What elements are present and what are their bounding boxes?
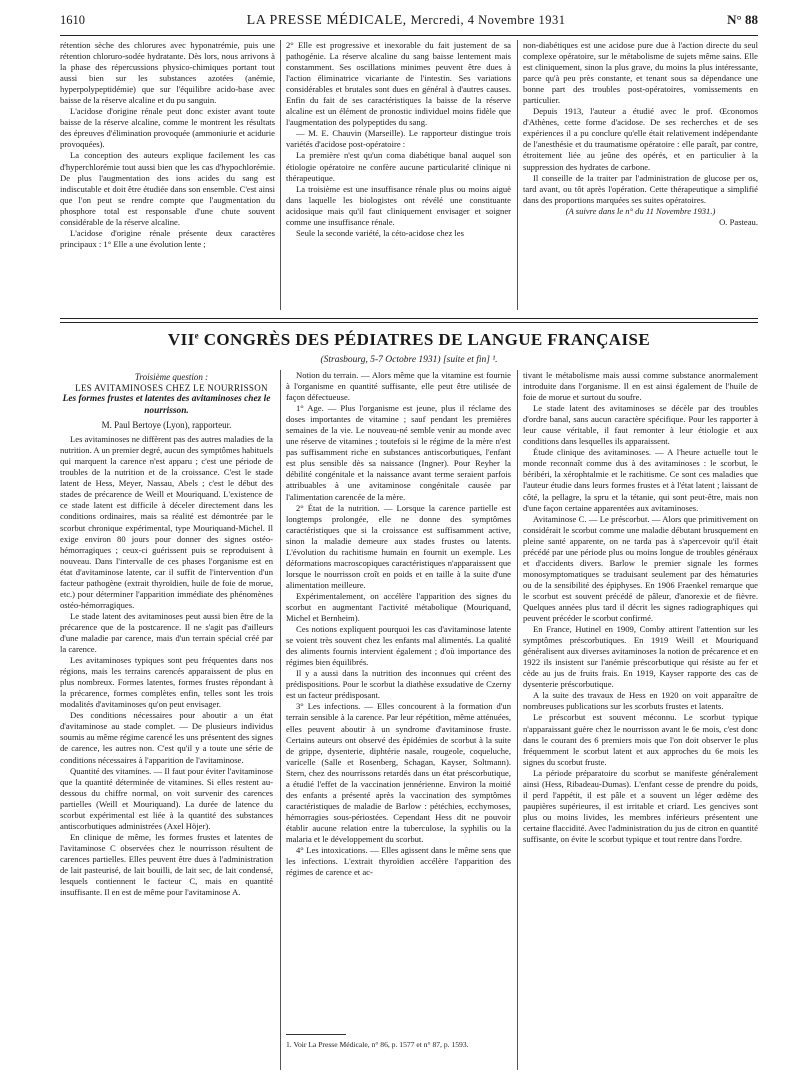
paragraph: Expérimentalement, on accélère l'apparition des signes du scorbut en augmentant l'activité métabolique (Mouriquand, Michel et Bernheim). [286, 590, 511, 624]
article-subtitle: Les formes frustes et latentes des avitaminoses chez le nourrisson. [62, 394, 271, 416]
issue-date: Mercredi, 4 Novembre 1931 [410, 13, 566, 27]
paragraph: Quantité des vitamines. — Il faut pour éviter l'avitaminose que la quantité déterminée de vitamines. Si elles restent au-dessous du chiffre normal, on voit survenir des carences partielles (Weill et Mouriquand). La durée de latence du scorbut expérimental est liée à la quantité des substances antiscorbutiques administrées (Axel Höjer). [60, 765, 273, 831]
paragraph: Depuis 1913, l'auteur a étudié avec le prof. Œconomos d'Athènes, cette forme d'acidose. De ses recherches et de ses expériences il a pu conclure qu'elle était relativement indépendante de l'anesthésie et du traumatisme opératoire : elle paraît, par contre, étroitement liée au jeûne des opérés, et en particulier à la suppression des hydrates de carbone. [523, 106, 758, 172]
continuation-note: (A suivre dans le n° du 11 Novembre 1931.) [565, 205, 716, 216]
top-column-3 [523, 40, 758, 228]
paragraph: non-diabétiques est une acidose pure due à l'action directe du seul complexe opératoire, sur le métabolisme de sujets même sains. Elle est cliniquement, sinon la plus grave, du moins la plus intéressante, parce qu'à peu près constante, et tenant sous sa dépendance une bonne part des troubles post-opératoires, vomissements en particulier. [523, 40, 758, 106]
page-header [60, 12, 758, 32]
paragraph: En clinique de même, les formes frustes et latentes de l'avitaminose C observées chez le nourrisson résultent de carences partielles. Elles peuvent être dues à l'administration de lait pasteurisé, de lait bouilli, de lait sec, de lait condensé, lesquels contiennent le facteur C, mais en quantité insuffisante. Il en est de même pour l'avitaminose A. [60, 831, 273, 898]
paragraph: — M. E. Chauvin (Marseille). Le rapporteur distingue trois variétés d'acidose post-opératoire : [286, 128, 511, 150]
paragraph: 3° Les infections. — Elles concourent à la formation d'un terrain sensible à la carence. Par leur répétition, même atténuées, elles peuvent aboutir à un syndrome d'avitaminose fruste. Certains auteurs ont observé des épidémies de scorbut à la suite de grippe, dysenterie, diphtérie nasale, rougeole, coqueluche, varicelle (Salle et Rosenberg, Schagan, Kayser, Soltmann). Stern, chez des nourrissons retardés dans un état préscorbutique, a étudié l'effet de la vaccination jennérienne. Environ la moitié des enfants a présenté après la vaccination des symptômes caractéristiques de maladie de Barlow : pétéchies, ecchymoses, hémorragies sous-périostées. Cependant Hess dit ne pouvoir établir aucune relation entre la tuberculose, la syphilis ou la malaria et le développement du scorbut. [286, 701, 511, 844]
page-number: 1610 [60, 13, 85, 27]
paragraph: La conception des auteurs explique facilement les cas d'hyperchlorémie tout aussi bien que les cas d'hypochlorémie. De plus l'augmentation des ions acides du sang est indiscutable et doit être étudiée dans son ensemble. C'est ainsi que l'on peut se rendre compte que l'augmentation du phosphore total est responsable d'une chute souvent considérable de la réserve alcaline. [60, 150, 275, 227]
paragraph: Notion du terrain. — Alors même que la vitamine est fournie à l'organisme en quantité suffisante, elle peut être utilisée de façon défectueuse. [286, 370, 511, 403]
article-author: M. Paul Bertoye (Lyon), rapporteur. [101, 420, 232, 431]
header-rule [60, 35, 758, 36]
paragraph: tivant le métabolisme mais aussi comme substance anormalement introduite dans l'organisme. Il en est ainsi également de l'huile de foie de morue et surtout du soufre. [523, 370, 758, 403]
top-column-2 [286, 40, 511, 239]
paragraph: 2° État de la nutrition. — Lorsque la carence partielle est longtemps prolongée, elle ne donne des symptômes caractéristiques que si la croissance est suffisamment active, sinon la maladie demeure aux stades frustes ou latents. L'évolution du rachitisme humain en fournit un exemple. Les déformations macroscopiques caractéristiques n'apparaissent que lorsque le nourrisson croît en poids et en taille à la suite d'une alimentation meilleure. [286, 502, 511, 590]
section-title: LES AVITAMINOSES CHEZ LE NOURRISSON [75, 383, 268, 394]
paragraph: Le stade latent des avitaminoses se décèle par des troubles d'ordre banal, sans aucun caractère spécifique. Pour les rapporter à leur cause véritable, il faut remonter à leur étiologie et aux conditions dans lesquelles ils apparaissent. [523, 403, 758, 447]
paragraph: Il conseille de la traiter par l'administration de glucose per os, tard avant, ou tôt après l'opération. Cette thérapeutique a simplifié dans des proportions marquées ses suites opératoires. [523, 172, 758, 205]
paragraph: 4° Les intoxications. — Elles agissent dans le même sens que les infections. L'extrait thyroïdien accélère l'apparition des régimes de carence et ac- [286, 845, 511, 878]
congress-subtitle: (Strasbourg, 5-7 Octobre 1931) [suite et fin] ¹. [320, 355, 498, 365]
section-divider [60, 318, 758, 323]
paragraph: A la suite des travaux de Hess en 1920 on voit apparaître de nombreuses publications sur les scorbuts frustes et latents. [523, 690, 758, 712]
paragraph: L'acidose d'origine rénale peut donc exister avant toute baisse de la réserve alcaline, comme le montrent les résultats des épreuves d'élimination provoquée (ammoniurie et acidurie provoquées). [60, 106, 275, 150]
bottom-column-1 [60, 372, 273, 898]
column-divider [517, 40, 518, 310]
journal-name: LA PRESSE MÉDICALE, [246, 13, 407, 28]
congress-title-pre: VII [167, 330, 195, 349]
paragraph: La troisième est une insuffisance rénale plus ou moins aiguë dans laquelle les biologistes ont révélé une constituante acidosique mais qu'il faut cliniquement envisager et soigner comme une insuffisance rénale. [286, 183, 511, 227]
congress-title-post: CONGRÈS DES PÉDIATRES DE LANGUE FRANÇAISE [199, 330, 651, 349]
paragraph: 2° Elle est progressive et inexorable du fait justement de sa pathogénie. La réserve alcaline du sang baisse lentement mais constamment. Ses oscillations minimes peuvent être dues à l'action éliminatrice vicariante de l'intestin. Ses variations considérables et brutales sont dues en général à d'autres causes. Enfin du fait de ses caractéristiques la baisse de la réserve alcaline est un élément de pronostic individuel moins fidèle que l'augmentation des polypeptides du sang. [286, 40, 511, 128]
journal-title [247, 13, 566, 29]
paragraph: L'acidose d'origine rénale présente deux caractères principaux : 1° Elle a une évolution lente ; [60, 227, 275, 249]
paragraph: Le préscorbut est souvent méconnu. Le scorbut typique n'apparaissant guère chez le nourrisson avant le 6e mois, c'est donc dans le courant des 6 premiers mois que l'on doit observer le plus fréquemment le scorbut latent et aux approches du 6e mois les signes du scorbut fruste. [523, 712, 758, 767]
paragraph: Seule la seconde variété, la céto-acidose chez les [296, 227, 464, 238]
paragraph: La période préparatoire du scorbut se manifeste généralement ainsi (Hess, Ribadeau-Dumas). L'enfant cesse de prendre du poids, il perd l'appétit, il est pâle et a souvent un léger œdème des paupières supérieures, il est irritable et criard. Les gencives sont plus ou moins livides, les membres inférieurs présentent une certaine flaccidité. Avec l'administration du jus de citron en quantité suffisante, on évite le scorbut typique et tout rentre dans l'ordre. [523, 767, 758, 844]
bottom-column-2 [286, 370, 511, 878]
paragraph: Les avitaminoses ne diffèrent pas des autres maladies de la nutrition. A un premier degré, aucun des symptômes habituels qui marquent la carence n'est apparu ; c'est une période de troubles de la nutrition et de la croissance. C'est le stade latent de Hess, Meyer, Nassau, Abels ; c'est le début des stades de précarence de Weill et Mouriquand. L'existence de ce stade latent est difficile à déceler directement dans les conditions ordinaires, mais sa réalité est démontrée par le scorbut chronique expérimental, type Mouriquand-Michel. Il exige environ 80 jours pour donner des signes ostéo-hémorragiques ; ceux-ci guérissent puis se reproduisent à nouveau. Dans l'intervalle de ces phases l'organisme est en état d'avitaminose latente, car il suffit de l'intervention d'un facteur pathogène (extrait thyroïdien, huile de foie de morue, etc.) pour déterminer l'apparition immédiate des phénomènes ostéo-hémorragiques. [60, 434, 273, 610]
paragraph: 1° Age. — Plus l'organisme est jeune, plus il réclame des doses importantes de vitamine ; sauf pendant les premières semaines de la vie. Le nouveau-né semble venir au monde avec une réserve de vitamines ; toutefois si le régime de la mère n'est pas suffisamment riche en substances antiscorbutiques, l'enfant est plus sensible dès sa naissance (Ingner). Pour Reyher la débilité congénitale et la naissance avant terme seraient parfois attribuables à une avitaminose congénitale causée par l'alimentation carencée de la mère. [286, 403, 511, 502]
congress-title [60, 330, 758, 350]
footnote-rule [286, 1034, 346, 1035]
column-divider [517, 370, 518, 1070]
paragraph: Des conditions nécessaires pour aboutir a un état d'avitaminose au stade complet. — De plusieurs individus soumis au même régime carencé les uns présentent des signes de carence, les autres non. C'est qu'il y a toute une série de conditions nécessaires à l'apparition de l'avitaminose. [60, 710, 273, 765]
paragraph: Ces notions expliquent pourquoi les cas d'avitaminose latente se voient très souvent chez les enfants mal alimentés. La qualité des aliments fournis intervient également ; d'où importance des régimes bien équilibrés. [286, 624, 511, 668]
congress-title-sup: e [194, 330, 200, 341]
paragraph: Le stade latent des avitaminoses peut aussi bien être de la précarence que de la postcarence. Il ne s'agit pas d'ailleurs d'une maladie par carence, mais d'un terrain spécial créé par la carence. [60, 610, 273, 655]
bottom-column-3 [523, 370, 758, 845]
top-column-1 [60, 40, 275, 250]
column-divider [280, 370, 281, 1070]
column-divider [280, 40, 281, 310]
paragraph: En France, Hutinel en 1909, Comby attirent l'attention sur les symptômes préscorbutiques. En 1919 Weill et Mouriquand généralisent aux diverses avitaminoses la notion de précarence et en 1922 ils insistent sur l'anémie préscorbutique qui résiste au fer et cède au jus de fruits frais. En 1919, Kayser rapporte des cas de dysenterie préscorbutique. [523, 624, 758, 690]
footnote: 1. Voir La Presse Médicale, n° 86, p. 1577 et n° 87, p. 1593. [286, 1040, 469, 1049]
paragraph: rétention sèche des chlorures avec hyponatrémie, puis une rétention chloruro-sodée hydratante. Dès lors, nous arrivons à la phase des répercussions physico-chimiques portant tout aussi bien sur les substances azotées (anémie, hyperpolypeptidémie) que sur l'équilibre acido-base avec baisse de la réserve alcaline et du pu sanguin. [60, 40, 275, 106]
paragraph: Il y a aussi dans la nutrition des inconnues qui créent des prédispositions. Pour le scorbut la diathèse exsudative de Czerny est un facteur prédisposant. [286, 668, 511, 701]
paragraph: La première n'est qu'un coma diabétique banal auquel son étiologie opératoire ne confère aucune particularité clinique ni thérapeutique. [286, 150, 511, 183]
signature: O. Pasteau. [719, 216, 758, 227]
paragraph: Avitaminose C. — Le préscorbut. — Alors que primitivement on considérait le scorbut comme une maladie débutant brusquement en pleine santé apparente, on ne tarda pas à s'apercevoir qu'il était précédé par une période plus ou moins longue de troubles généraux et d'accidents divers. Barlow le premier signale les formes monosymptomatiques se traduisant seulement par des hématuries ou de la sensibilité des épiphyses. En 1906 Fraenkel remarque que le scorbut est souvent précédé de pâleur, d'anorexie et de fièvre. Quelques années plus tard il décrit les signes radiographiques qui peuvent précéder le scorbut confirmé. [523, 513, 758, 624]
section-label: Troisième question : [134, 372, 209, 382]
paragraph: Étude clinique des avitaminoses. — A l'heure actuelle tout le monde reconnaît comme dus à des avitaminoses : le scorbut, le béribéri, la xérophtalmie et le rachitisme. Ce sont ces maladies que l'auteur étudie dans leurs formes frustes et à l'état latent ; laissant de côté, la pellagre, la spru et la tétanie, qui sont peut-être, mais non d'une façon certaine apparentées aux avitaminoses. [523, 447, 758, 513]
issue-number: N° 88 [727, 12, 758, 27]
paragraph: Les avitaminoses typiques sont peu fréquentes dans nos régions, mais les terrains carencés apparaissent de plus en plus nombreux. Formes latentes, formes frustes répondant à la précarence, formes complètes enfin, telles sont les trois modalités d'avitaminoses qu'on peut envisager. [60, 655, 273, 710]
